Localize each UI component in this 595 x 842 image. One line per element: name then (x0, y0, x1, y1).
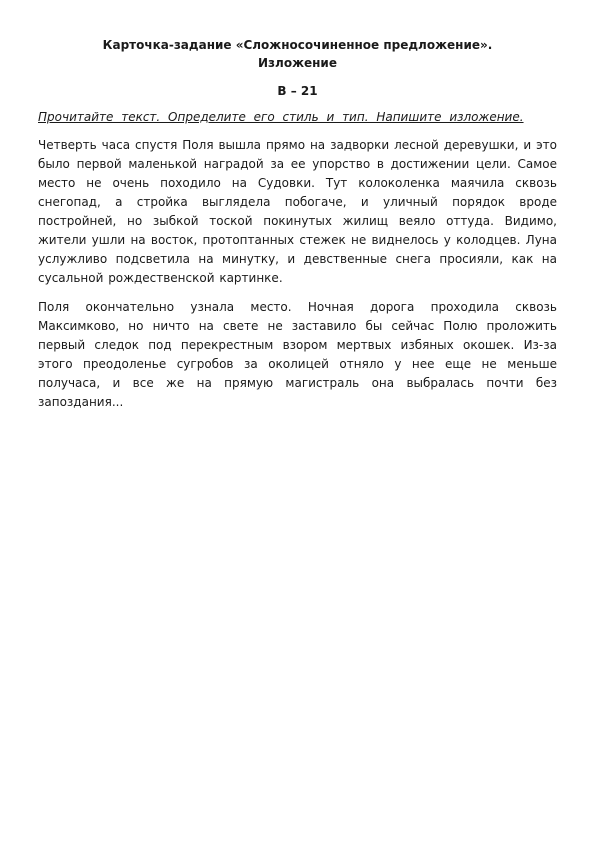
text-paragraph-2: Поля окончательно узнала место. Ночная дорога проходила сквозь Максимково, но ничто на свете не заставило бы сейчас Полю проложить первый следок под перекрестным взором мертвых избяных окошек. Из-за этого преодоленье сугробов за околицей отняло у нее еще не меньше получаса, и все же на прямую магистраль она выбралась почти без запоздания... (38, 300, 557, 409)
variant-label: В – 21 (277, 84, 318, 98)
document-title (38, 36, 557, 72)
task-instruction: Прочитайте текст. Определите его стиль и тип. Напишите изложение. (38, 110, 524, 124)
title-line-1: Карточка-задание «Сложносочиненное предложение». (102, 38, 493, 52)
title-line-2: Изложение (258, 56, 337, 70)
text-paragraph-1: Четверть часа спустя Поля вышла прямо на задворки лесной деревушки, и это было первой маленькой наградой за ее упорство в достижении цели. Самое место не очень походило на Судовки. Тут колоколенка маячила сквозь снегопад, а стройка выглядела побогаче, и уличный порядок вроде постройней, но зыбкой тоской покинутых жилищ веяло оттуда. Видимо, жители ушли на восток, протоптанных стежек не виднелось у колодцев. Луна услужливо подсветила на минутку, и девственные снега просияли, как на сусальной рождественской картинке. (38, 138, 557, 285)
